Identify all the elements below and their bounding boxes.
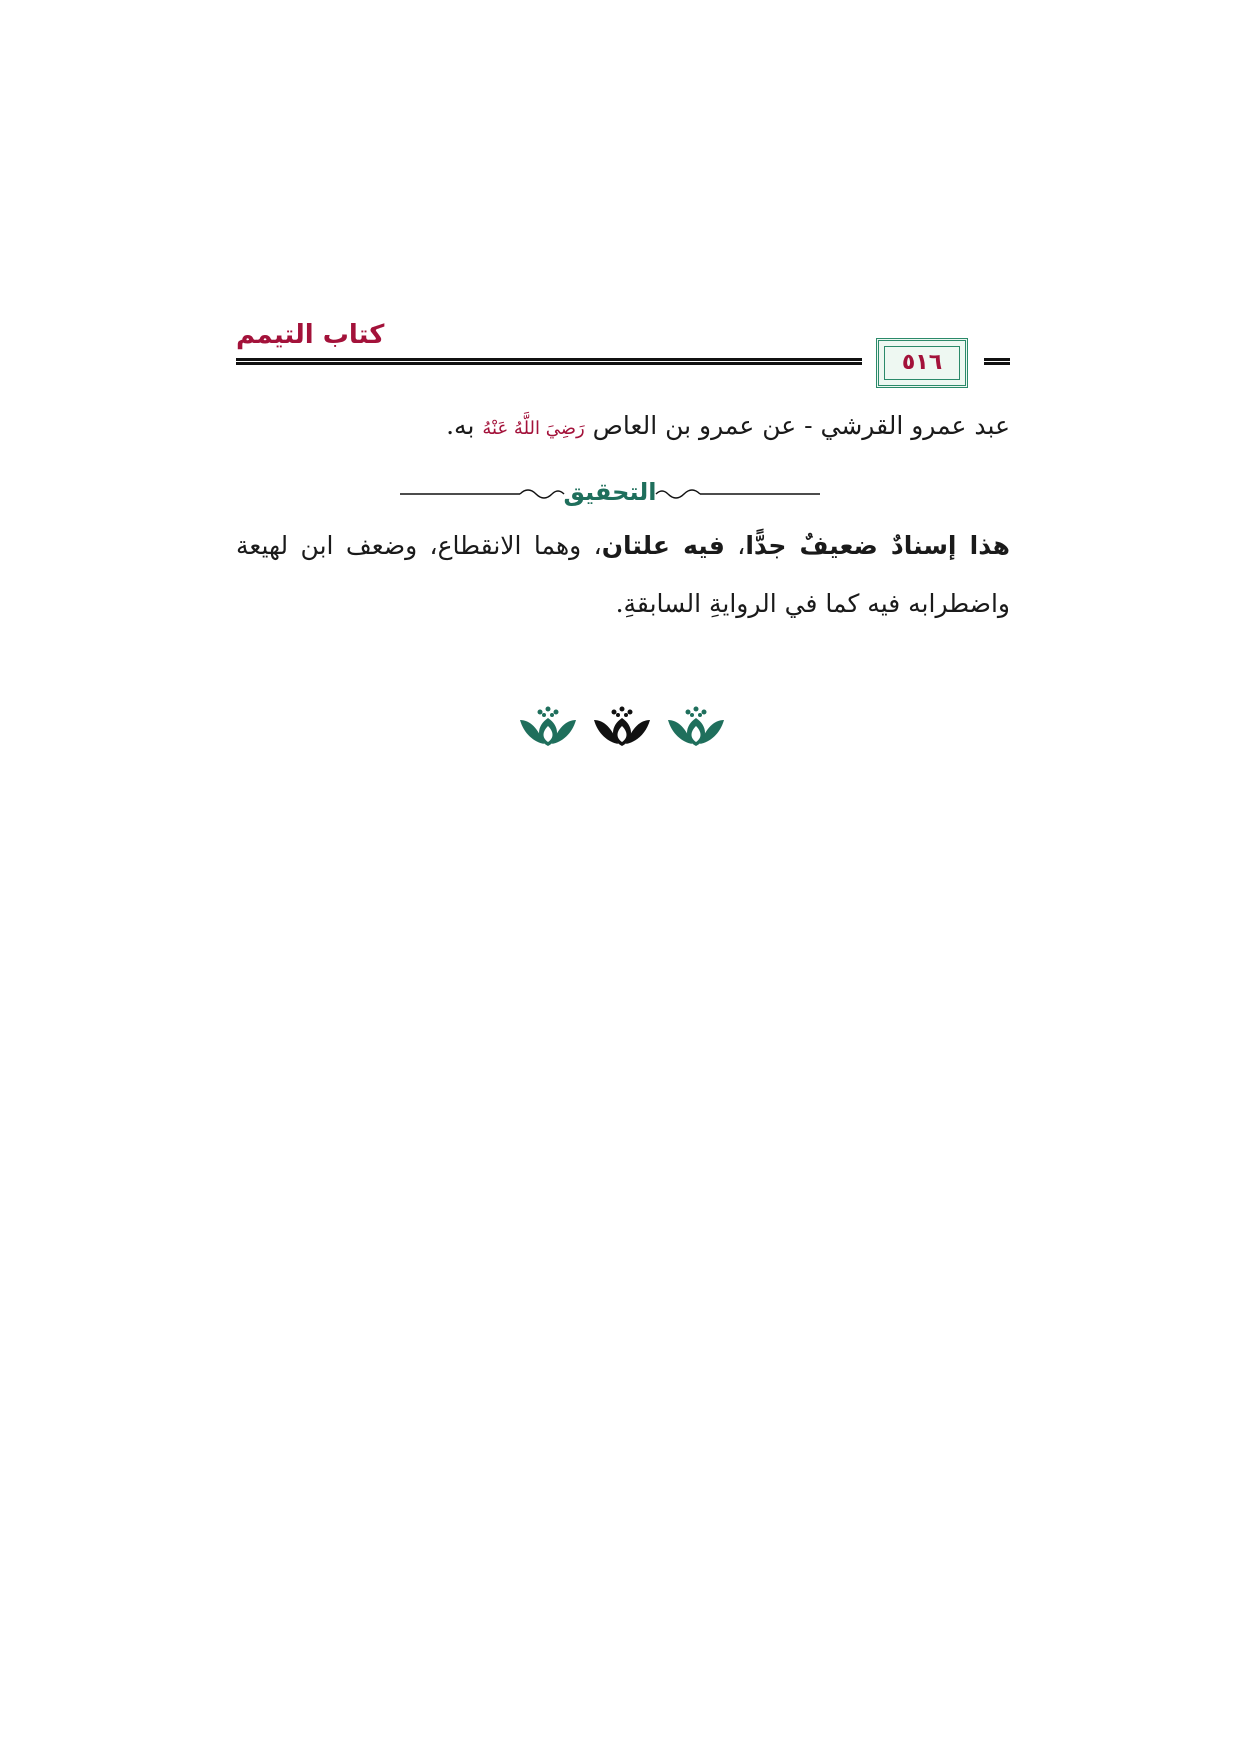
page-number-frame [876, 338, 968, 388]
page-header [236, 320, 1010, 392]
bold-phrase-2: فيه علتان [601, 531, 725, 560]
honorific-glyph: رَضِيَ اللَّهُ عَنْهُ [482, 418, 585, 439]
lotus-icon-black [594, 707, 650, 747]
header-rule [236, 358, 862, 365]
continuation-line [236, 406, 1010, 449]
lotus-icon-green [668, 707, 724, 747]
section-divider [400, 476, 820, 512]
header-rule-short [984, 358, 1010, 365]
closing-ornament [516, 704, 728, 750]
book-title: كتاب التيمم [236, 320, 385, 350]
plain-phrase-1: ، [724, 531, 746, 560]
plain-phrase-2: ، وهما الانقطاع، وضعف ابن لهيعة [236, 531, 602, 560]
paragraph-line-2: واضطرابه فيه كما في الروايةِ السابقةِ. [615, 589, 1010, 618]
page-number: ٥١٦ [901, 350, 943, 375]
section-title: التحقيق [563, 478, 657, 506]
continuation-tail: به. [446, 411, 483, 440]
lotus-icon-green [520, 707, 576, 747]
continuation-text: عبد عمرو القرشي - عن عمرو بن العاص [592, 411, 1010, 440]
bold-phrase-1: هذا إسنادٌ ضعيفٌ جدًّا [745, 531, 1011, 560]
paragraph-line-1 [236, 526, 1010, 566]
lotus-ornament-icon [516, 704, 728, 750]
